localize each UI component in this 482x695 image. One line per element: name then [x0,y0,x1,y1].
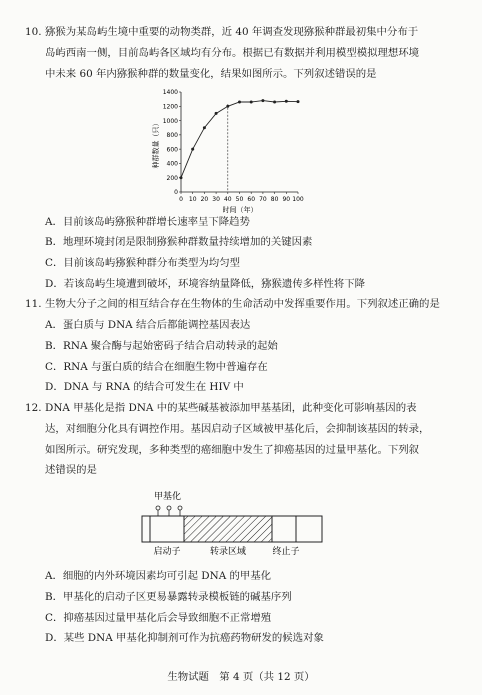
terminator-label: 终止子 [272,547,300,557]
population-series-line [181,101,298,178]
transcription-region [184,516,272,542]
data-point [226,105,229,108]
data-point [261,99,264,102]
chart-xlabel: 时间（年） [222,206,258,214]
promoter-region [150,516,184,542]
q10-stem-line-1: 猕猴为某岛屿生境中重要的动物类群，近 40 年调查发现猕猴种群最初集中分布于 [45,26,419,38]
x-tick-label: 100 [292,196,304,203]
page-footer: 生物试题 第 4 页（共 12 页） [167,671,315,683]
y-tick-label: 800 [166,132,178,140]
q10-option-a: A．目前该岛屿猕猴种群增长速率呈下降趋势 [45,216,250,228]
q12-option-b: B．甲基化的启动子区更易暴露转录模板链的碱基序列 [45,591,292,603]
q11-option-a: A．蛋白质与 DNA 结合后都能调控基因表达 [45,319,251,331]
data-point [250,101,253,104]
terminator-region [272,516,296,542]
data-point [238,101,241,104]
promoter-label: 启动子 [153,547,181,557]
x-tick-label: 40 [223,196,232,203]
data-point [273,101,276,104]
q12-number: 12. [25,402,42,414]
q10-option-b: B．地理环境封闭是限制猕猴种群数量持续增加的关键因素 [45,236,313,248]
q10-option-d: D．若该岛屿生境遭到破坏，环境容纳量降低，猕猴遗传多样性将下降 [45,278,366,290]
q10-option-c: C．目前该岛屿猕猴种群分布类型为均匀型 [45,257,240,269]
q12-option-a: A．细胞的内外环境因素均可引起 DNA 的甲基化 [45,570,272,582]
x-tick-label: 20 [200,196,209,203]
chart-axes [181,92,298,192]
x-tick-label: 10 [188,196,197,203]
data-point [215,112,218,115]
data-point [297,100,300,103]
x-tick-label: 70 [259,196,267,203]
q12-stem-line-1: DNA 甲基化是指 DNA 中的某些碱基被添加甲基基团，此种变化可影响基因的表 [45,402,417,414]
q10-stem-line-2: 岛屿西南一侧，目前岛屿各区域均有分布。根据已有数据并利用模型模拟理想环境 [45,47,420,59]
data-point [285,100,288,103]
methyl-group [156,506,160,510]
q11-stem: 生物大分子之间的相互结合存在生物体的生命活动中发挥重要作用。下列叙述正确的是 [45,298,440,310]
q11-option-b: B．RNA 聚合酶与起始密码子结合启动转录的起始 [45,340,278,352]
methyl-groups [156,506,182,516]
methyl-label: 甲基化 [154,492,182,502]
y-tick-label: 200 [166,174,178,182]
q11-option-d: D．DNA 与 RNA 的结合可发生在 HIV 中 [45,381,244,393]
q11-number: 11. [25,298,42,310]
q10-number: 10. [25,26,42,38]
q12-stem-line-4: 述错误的是 [45,464,97,476]
y-tick-label: 0 [174,189,178,197]
y-tick-label: 1000 [162,117,178,125]
transcription-label: 转录区域 [209,547,247,557]
x-tick-label: 50 [235,196,244,203]
y-tick-label: 1400 [162,89,178,97]
x-tick-label: 80 [270,196,279,203]
q12-option-c: C．抑癌基因过量甲基化后会导致细胞不正常增殖 [45,612,272,624]
x-tick-label: 60 [247,196,256,203]
q12-stem-line-3: 如图所示。研究发现，多种类型的癌细胞中发生了抑癌基因的过量甲基化。下列叙 [45,444,420,456]
data-point [191,148,194,151]
y-tick-label: 600 [166,146,178,154]
y-tick-label: 1200 [162,103,178,111]
y-tick-label: 400 [166,160,178,168]
data-point [203,126,206,129]
x-tick-label: 0 [179,196,183,203]
q12-stem-line-2: 达，对细胞分化具有调控作用。基因启动子区域被甲基化后，会抑制该基因的转录， [45,423,430,435]
x-tick-label: 90 [282,196,291,203]
methyl-group [167,506,171,510]
data-point [180,176,183,179]
methyl-group [178,506,182,510]
x-tick-label: 30 [212,196,220,203]
q11-option-c: C．RNA 与蛋白质的结合在细胞生物中普遍存在 [45,361,268,373]
chart-ylabel: 种群数量（只） [152,119,160,169]
q10-stem-line-3: 中未来 60 年内猕猴种群的数量变化，结果如图所示。下列叙述错误的是 [45,68,377,80]
methylation-diagram [140,486,340,566]
q12-option-d: D．某些 DNA 甲基化抑制剂可作为抗癌药物研发的候选对象 [45,632,324,644]
population-chart [148,86,318,216]
